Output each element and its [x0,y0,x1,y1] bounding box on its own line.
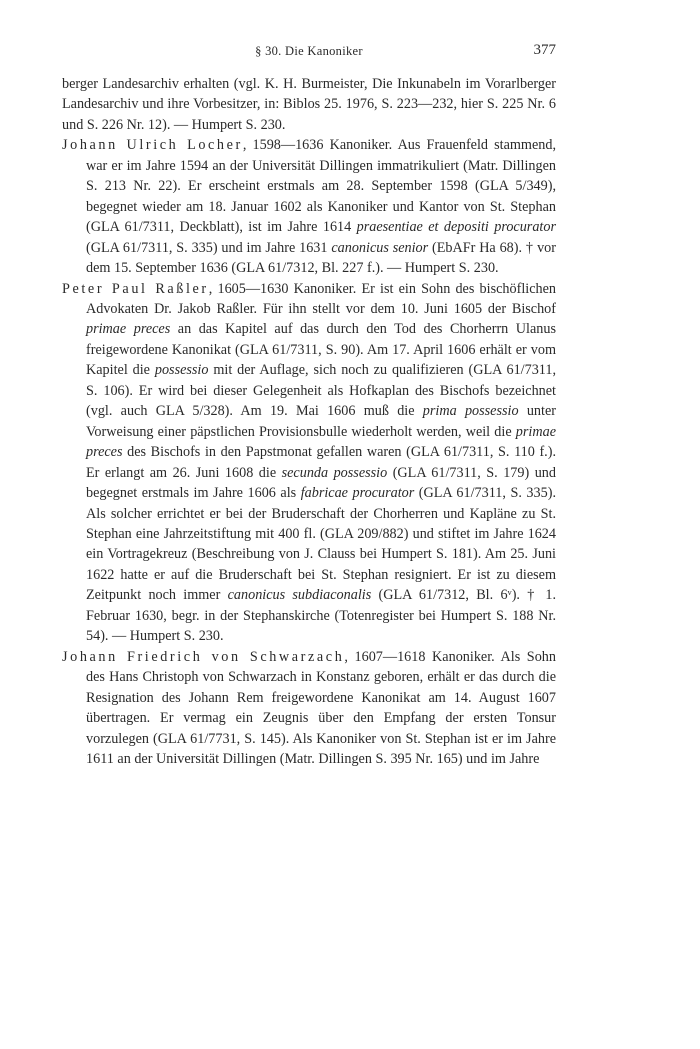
entry-text: , 1605—1630 Kanoniker. Er ist ein Sohn des bischöflichen Advokaten Dr. Jakob Raßler. Für ihn stellt vor dem 10. Juni 1605 der Bischof [86,280,556,317]
latin-term: primae preces [86,321,171,338]
latin-term: praesentiae et depositi procurator [356,219,556,236]
entry-text: , 1607—1618 Kanoniker. Als Sohn des Hans Christoph von Schwarzach in Konstanz geboren, erhält er das durch die Resignation des Johann Rem freigewordene Kanonikat am 14. August 1607 übertragen. Er vermag ein Zeugnis über den Empfang der ersten Tonsur vorzulegen (GLA 61/7731, S. 145). Als Kanoniker von St. Stephan ist er im Jahre 1611 an der Universität Dillingen (Matr. Dillingen S. 395 Nr. 165) und im Jahre [86,648,556,767]
entry-text: , 1598—1636 Kanoniker. Aus Frauenfeld stammend, war er im Jahre 1594 an der Universität Dillingen immatrikuliert (Matr. Dillingen S. 213 Nr. 22). Er erscheint erstmals am 28. September 1598 (GLA 5/349), begegnet wieder am 18. Januar 1602 als Kanoniker und Kantor von St. Stephan (GLA 61/7311, Deckblatt), ist im Jahre 1614 [86,137,556,236]
entry-text: (GLA 61/7311, S. 179) und begegnet erstmals im Jahre 1606 als [86,464,556,502]
entry-paragraph [62,135,556,278]
continuation-paragraph: berger Landesarchiv erhalten (vgl. K. H. Burmeister, Die Inkunabeln im Vorarlberger Landesarchiv und ihre Vorbesitzer, in: Biblos 25. 1976, S. 223—232, hier S. 225 Nr. 6 und S. 226 Nr. 12). — Humpert S. 230. [62,76,556,133]
latin-term: fabricae procurator [300,485,415,502]
body-text [62,74,556,769]
page-number: 377 [533,42,556,58]
entry-paragraph [62,279,556,647]
latin-term: primae preces [86,423,556,461]
entry-text: unter Vorweisung einer päpstlichen Provisionsbulle wiederholt werden, weil die [86,403,556,440]
entry-text: an das Kapitel auf das durch den Tod des Chorherrn Ulanus freigewordene Kanonikat (GLA 61/7311, S. 90). Am 17. April 1606 erhält er vom Kapitel die [86,321,556,379]
entry-text: mit der Auflage, sich noch zu qualifizieren (GLA 61/7311, S. 106). Er wird bei dieser Gelegenheit als Hofkaplan des Bischofs bezeichnet (vgl. auch GLA 5/328). Am 19. Mai 1606 muß die [86,362,557,420]
entry-name: Johann Friedrich von Schwarzach [62,648,345,665]
entry-paragraph [62,647,556,770]
latin-term: possessio [154,362,209,379]
latin-term: prima possessio [422,403,519,420]
latin-term: canonicus senior [331,239,429,256]
entry-text: (GLA 61/7311, S. 335). Als solcher errichtet er bei der Bruderschaft der Chorherren und Kapläne zu St. Stephan eine Jahrzeitstiftung mit 400 fl. (GLA 209/882) und stiftet im Jahre 1624 ein Vortragekreuz (Beschreibung von J. Clauss bei Humpert S. 181). Am 25. Juni 1622 hatte er auf die Bruderschaft bei St. Stephan resigniert. Er ist zu diesem Zeitpunkt noch immer [86,485,556,604]
running-head: § 30. Die Kanoniker [255,44,363,58]
entry-text: (GLA 61/7311, S. 335) und im Jahre 1631 [86,239,332,256]
entry-name: Johann Ulrich Locher [62,137,243,154]
entry-name: Peter Paul Raßler [62,280,209,297]
entry-text: (GLA 61/7312, Bl. 6ᵛ). † 1. Februar 1630, begr. in der Stephanskirche (Totenregister bei Humpert S. 188 Nr. 54). — Humpert S. 230. [86,587,556,645]
page-header [62,42,556,64]
entry-text: des Bischofs in den Papstmonat gefallen waren (GLA 61/7311, S. 110 f.). Er erlangt am 26. Juni 1608 die [86,444,556,481]
latin-term: canonicus subdiaconalis [227,587,372,604]
entry-text: (EbAFr Ha 68). † vor dem 15. September 1636 (GLA 61/7312, Bl. 227 f.). — Humpert S. 230. [86,239,556,277]
latin-term: secunda possessio [281,464,388,481]
entries-list [62,135,556,769]
